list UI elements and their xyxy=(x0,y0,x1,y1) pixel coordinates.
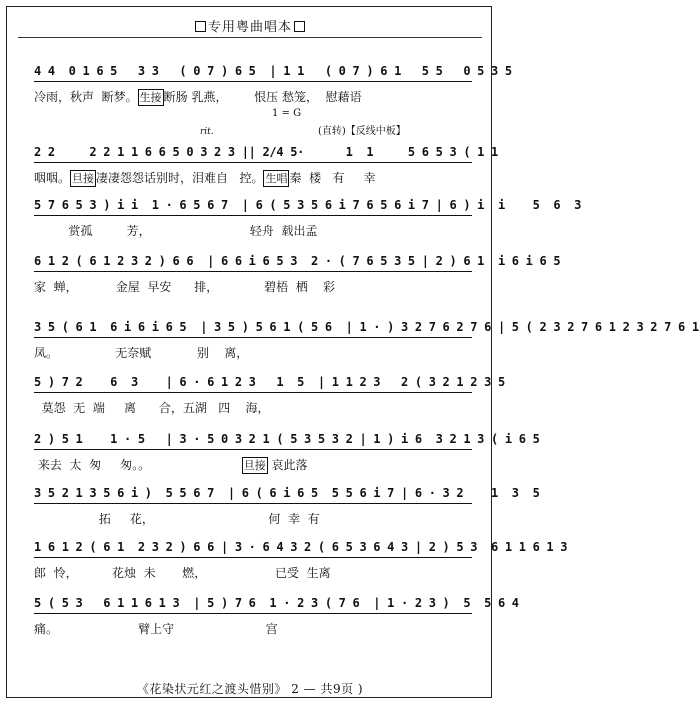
beam-line xyxy=(34,81,472,82)
notation-text: 2 2 2 2 1 1 6 6 5 0 3 2 3 || 2/4 5· 1 1 5 6 5 3 ( 1 1 xyxy=(34,145,498,159)
lyrics-text: 痛。 臂上守 宫 xyxy=(34,622,278,636)
role-tag: 旦接 xyxy=(243,459,266,472)
notation-line xyxy=(34,254,561,274)
notation-text: 3 5 ( 6 1 6 i 6 i 6 5 | 3 5 ) 5 6 1 ( 5 6 | 1 · ) 3 2 7 6 2 7 6 | 5 ( 2 3 2 7 6 1 2 3 2 7 6 1 xyxy=(34,320,699,334)
lyrics-line xyxy=(34,564,472,584)
lyrics-line xyxy=(34,278,472,298)
beam-line xyxy=(34,503,472,504)
tempo-marking: (直转)【反线中板】 xyxy=(318,126,406,137)
lyrics-line xyxy=(34,344,472,364)
header-title: 专用粤曲唱本 xyxy=(207,20,292,35)
lyrics-text xyxy=(150,458,242,472)
lyrics-text: 冷雨，秋声 断梦。 xyxy=(34,90,138,104)
header-rule xyxy=(18,37,482,38)
role-tag: 生唱 xyxy=(265,172,288,185)
lyrics-text: 断肠 乳燕， 恨压 愁笼， 慰藉语 xyxy=(163,90,362,104)
page-footer: 《花染状元红之渡头惜别》 2 — 共9页 ) xyxy=(136,682,364,696)
notation-line xyxy=(34,540,568,560)
notation-line xyxy=(34,145,498,165)
beam-line xyxy=(34,337,472,338)
key-signature: 1 = G xyxy=(272,108,302,119)
lyrics-text: 家 蝉， 金屋 早安 排， 碧梧 栖 彩 xyxy=(34,280,335,294)
lyrics-text: 莫怨 无 端 离 合，五湖 四 海， xyxy=(34,401,270,415)
beam-line xyxy=(34,392,472,393)
notation-line xyxy=(34,486,540,506)
lyrics-line xyxy=(34,88,472,108)
notation-text: 1 6 1 2 ( 6 1 2 3 2 ) 6 6 | 3 · 6 4 3 2 ( 6 5 3 6 4 3 | 2 ) 5 3 6 1 1 6 1 3 xyxy=(34,540,568,554)
notation-line xyxy=(34,432,540,452)
rit-marking: rit. xyxy=(200,127,214,137)
lyrics-text: 哀此落 xyxy=(267,458,308,472)
lyrics-line xyxy=(34,399,472,419)
notation-line xyxy=(34,320,699,340)
lyrics-text: 拓 花， 何 幸 有 xyxy=(34,512,320,526)
notation-text: 5 ) 7 2 6 3 | 6 · 6 1 2 3 1 5 | 1 1 2 3 2 ( 3 2 1 2 3 5 xyxy=(34,375,505,389)
beam-line xyxy=(34,613,472,614)
notation-text: 6 1 2 ( 6 1 2 3 2 ) 6 6 | 6 6 i 6 5 3 2 · ( 7 6 5 3 5 | 2 ) 6 1 i 6 i 6 5 xyxy=(34,254,561,268)
lyrics-text: 凄凄怨怨话别时，泪难自 控。 xyxy=(96,171,264,185)
lyrics-text: 凤。 无奈赋 别 离， xyxy=(34,346,249,360)
role-tag: 生接 xyxy=(139,91,162,104)
box-icon-left xyxy=(195,21,206,32)
box-icon-right xyxy=(294,21,305,32)
notation-text: 5 ( 5 3 6 1 1 6 1 3 | 5 ) 7 6 1 · 2 3 ( 7 6 | 1 · 2 3 ) 5 5 6 4 xyxy=(34,596,519,610)
lyrics-text: 来去 太 匆 匆。。 xyxy=(34,458,151,472)
lyrics-line xyxy=(34,620,472,640)
beam-line xyxy=(34,162,472,163)
beam-line xyxy=(34,449,472,450)
notation-line xyxy=(34,596,519,616)
lyrics-text: 郎 怜， 花烛 未 燃， 已受 生离 xyxy=(34,566,331,580)
lyrics-line xyxy=(34,456,472,476)
lyrics-line xyxy=(34,169,472,189)
notation-line xyxy=(34,64,512,84)
lyrics-line xyxy=(34,510,472,530)
beam-line xyxy=(34,557,472,558)
notation-line xyxy=(34,375,505,395)
notation-text: 2 ) 5 1 1 · 5 | 3 · 5 0 3 2 1 ( 5 3 5 3 2 | 1 ) i 6 3 2 1 3 ( i 6 5 xyxy=(34,432,540,446)
notation-text: 3 5 2 1 3 5 6 i ) 5 5 6 7 | 6 ( 6 i 6 5 5 5 6 i 7 | 6 · 3 2 1 3 5 xyxy=(34,486,540,500)
role-tag: 旦接 xyxy=(72,172,95,185)
lyrics-line xyxy=(34,222,472,242)
notation-text: 5 7 6 5 3 ) i i 1 · 6 5 6 7 | 6 ( 5 3 5 6 i 7 6 5 6 i 7 | 6 ) i i 5 6 3 xyxy=(34,198,582,212)
notation-line xyxy=(34,198,582,218)
notation-text: 4 4 0 1 6 5 3 3 ( 0 7 ) 6 5 | 1 1 ( 0 7 ) 6 1 5 5 0 5 3 5 xyxy=(34,64,512,78)
lyrics-text: 秦 楼 有 幸 xyxy=(289,171,376,185)
lyrics-text: 赏孤 芳， 轻舟 载出孟 xyxy=(34,224,318,238)
beam-line xyxy=(34,271,472,272)
lyrics-text: 咽咽。 xyxy=(34,171,71,185)
beam-line xyxy=(34,215,472,216)
page-header xyxy=(0,16,500,35)
